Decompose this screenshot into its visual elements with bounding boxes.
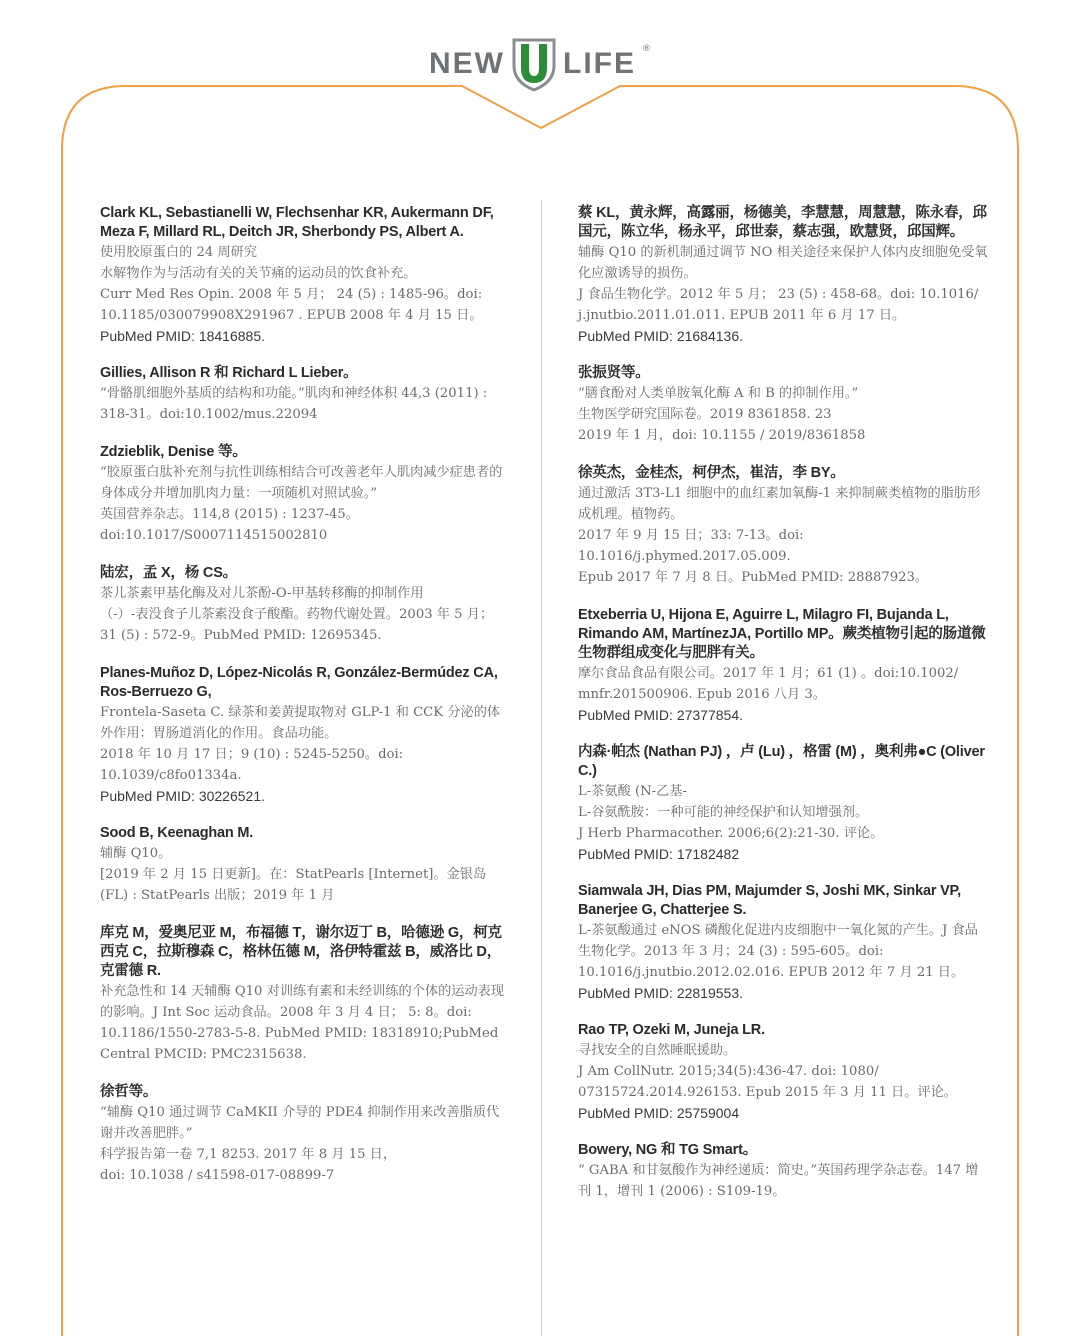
reference-pmid: PubMed PMID: 17182482 bbox=[578, 846, 740, 862]
reference-body: L-茶氨酸通过 eNOS 磷酸化促进内皮细胞中一氧化氮的产生。J 食品生物化学。2013 年 3 月；24 (3) : 595-605。doi: 10.1016/j.jnutbio.2012.02.016. EPUB 2012 年 7 月 21 日。 bbox=[578, 923, 978, 980]
reference-entry bbox=[578, 364, 988, 446]
reference-entry bbox=[578, 1021, 988, 1123]
reference-authors: Sood B, Keenaghan M. bbox=[100, 825, 254, 841]
reference-entry bbox=[578, 743, 988, 864]
column-divider bbox=[541, 200, 542, 1336]
reference-authors: 库克 M，爱奥尼亚 M，布福德 T，谢尔迈丁 B，哈德逊 G，柯克西克 C，拉斯穆森 C，格林伍德 M，洛伊特霍兹 B，威洛比 D，克雷德 R. bbox=[100, 925, 502, 979]
reference-authors: Siamwala JH, Dias PM, Majumder S, Joshi MK, Sinkar VP, Banerjee G, Chatterjee S. bbox=[578, 883, 961, 918]
reference-authors: 徐哲等。 bbox=[100, 1084, 158, 1100]
reference-pmid: PubMed PMID: 25759004 bbox=[578, 1105, 740, 1121]
reference-entry bbox=[578, 882, 988, 1003]
reference-entry bbox=[100, 564, 510, 646]
reference-entry bbox=[100, 924, 510, 1065]
reference-pmid: PubMed PMID: 18416885. bbox=[100, 328, 265, 344]
reference-body: 补充急性和 14 天辅酶 Q10 对训练有素和未经训练的个体的运动表现的影响。J Int Soc 运动食品。2008 年 3 月 4 日； 5: 8。doi: 10.1186/1550-2783-5-8. PubMed PMID: 18318910;PubMed Central PMCID: PMC2315638. bbox=[100, 984, 505, 1062]
reference-entry bbox=[100, 1083, 510, 1186]
reference-entry bbox=[578, 464, 988, 588]
reference-body: 辅酶 Q10 的新机制通过调节 NO 相关途径来保护人体内皮细胞免受氧化应激诱导的损伤。 J 食品生物化学。2012 年 5 月； 23 (5) : 458-68。doi: 10.1016/ j.jnutbio.2011.01.011. EPUB 2011 年 6 月 17 日。 bbox=[578, 245, 988, 323]
reference-entry bbox=[578, 1141, 988, 1202]
reference-pmid: PubMed PMID: 22819553. bbox=[578, 985, 743, 1001]
reference-body: 茶儿茶素甲基化酶及对儿茶酚-O-甲基转移酶的抑制作用 （-）-表没食子儿茶素没食子酸酯。药物代谢处置。2003 年 5 月； 31 (5) : 572-9。PubMed PMID: 12695345. bbox=[100, 586, 494, 643]
reference-authors: Clark KL, Sebastianelli W, Flechsenhar KR, Aukermann DF, Meza F, Millard RL, Deitch JR, Sherbondy PS, Albert A. bbox=[100, 205, 494, 240]
reference-entry bbox=[100, 443, 510, 546]
reference-entry bbox=[100, 824, 510, 906]
left-column bbox=[100, 204, 510, 1204]
reference-entry bbox=[578, 204, 988, 346]
reference-body: L-茶氨酸 (N-乙基- L-谷氨酰胺：一种可能的神经保护和认知增强剂。 J Herb Pharmacother. 2006;6(2):21-30. 评论。 bbox=[578, 784, 884, 841]
reference-pmid: PubMed PMID: 30226521. bbox=[100, 788, 265, 804]
reference-authors: Bowery, NG 和 TG Smart。 bbox=[578, 1142, 758, 1158]
reference-authors: Etxeberria U, Hijona E, Aguirre L, Milagro FI, Bujanda L, Rimando AM, MartínezJA, Portillo MP。蕨类植物引起的肠道微生物群组成变化与肥胖有关。 bbox=[578, 607, 986, 661]
shield-icon bbox=[511, 36, 557, 92]
reference-body: “辅酶 Q10 通过调节 CaMKII 介导的 PDE4 抑制作用来改善脂质代谢并改善肥胖。” 科学报告第一卷 7,1 8253. 2017 年 8 月 15 日， doi: 10.1038 / s41598-017-08899-7 bbox=[100, 1105, 500, 1183]
reference-pmid: PubMed PMID: 27377854. bbox=[578, 707, 743, 723]
reference-authors: Rao TP, Ozeki M, Juneja LR. bbox=[578, 1022, 765, 1038]
reference-authors: Zdzieblik, Denise 等。 bbox=[100, 444, 247, 460]
logo-word-right: LIFE bbox=[563, 47, 636, 80]
reference-body: 辅酶 Q10。 [2019 年 2 月 15 日更新]。在：StatPearls [Internet]。金银岛 (FL) : StatPearls 出版；2019 年 1 月 bbox=[100, 846, 487, 903]
reference-body: “ GABA 和甘氨酸作为神经递质：简史。”英国药理学杂志卷。147 增刊 1，增刊 1 (2006) : S109-19。 bbox=[578, 1163, 979, 1199]
reference-body: 使用胶原蛋白的 24 周研究 水解物作为与活动有关的关节痛的运动员的饮食补充。 Curr Med Res Opin. 2008 年 5 月； 24 (5) : 1485-96。doi: 10.1185/030079908X291967 . EPUB 2008 年 4 月 15 日。 bbox=[100, 245, 483, 323]
reference-entry bbox=[100, 664, 510, 806]
reference-authors: Planes-Muñoz D, López-Nicolás R, González-Bermúdez CA, Ros-Berruezo G, bbox=[100, 665, 498, 700]
reference-authors: 徐英杰，金桂杰，柯伊杰，崔洁，李 BY。 bbox=[578, 465, 845, 481]
reference-pmid: PubMed PMID: 21684136. bbox=[578, 328, 743, 344]
reference-authors: 张振贤等。 bbox=[578, 365, 650, 381]
reference-body: “胶原蛋白肽补充剂与抗性训练相结合可改善老年人肌肉减少症患者的身体成分并增加肌肉力量：一项随机对照试验。” 英国营养杂志。114,8 (2015) : 1237-45。 doi:10.1017/S0007114515002810 bbox=[100, 465, 503, 543]
reference-entry bbox=[100, 364, 510, 425]
reference-body: 通过激活 3T3-L1 细胞中的血红素加氧酶-1 来抑制蕨类植物的脂肪形成机理。植物药。 2017 年 9 月 15 日；33: 7-13。doi: 10.1016/j.phymed.2017.05.009. Epub 2017 年 7 月 8 日。PubMed PMID: 28887923。 bbox=[578, 486, 981, 585]
reference-body: “膳食酚对人类单胺氧化酶 A 和 B 的抑制作用。” 生物医学研究国际卷。2019 8361858. 23 2019 年 1 月，doi: 10.1155 / 2019/8361858 bbox=[578, 386, 866, 443]
reference-body: “骨骼肌细胞外基质的结构和功能。”肌肉和神经体积 44,3 (2011) : 318-31。doi:10.1002/mus.22094 bbox=[100, 386, 488, 422]
reference-entry bbox=[100, 204, 510, 346]
reference-body: 寻找安全的自然睡眠援助。 J Am CollNutr. 2015;34(5):436-47. doi: 1080/ 07315724.2014.926153. Epub 2015 年 3 月 11 日。评论。 bbox=[578, 1043, 957, 1100]
reference-body: 摩尔食品食品有限公司。2017 年 1 月；61 (1) 。doi:10.1002/ mnfr.201500906. Epub 2016 八月 3。 bbox=[578, 666, 959, 702]
reference-authors: Gillies, Allison R 和 Richard L Lieber。 bbox=[100, 365, 358, 381]
reference-authors: 陆宏，孟 X，杨 CS。 bbox=[100, 565, 237, 581]
registered-mark: ® bbox=[642, 44, 651, 54]
brand-logo bbox=[0, 34, 1080, 94]
right-column bbox=[578, 204, 988, 1220]
reference-entry bbox=[578, 606, 988, 725]
logo-word-left: NEW bbox=[429, 47, 505, 80]
reference-body: Frontela-Saseta C. 绿茶和姜黄提取物对 GLP-1 和 CCK 分泌的体外作用：胃肠道消化的作用。食品功能。 2018 年 10 月 17 日；9 (10) : 5245-5250。doi: 10.1039/c8fo01334a. bbox=[100, 705, 501, 783]
reference-authors: 蔡 KL，黄永辉，高露丽，杨德美，李慧慧，周慧慧，陈永春，邱国元，陈立华，杨永平，邱世泰，蔡志强，欧慧贤，邱国辉。 bbox=[578, 205, 987, 240]
reference-authors: 内森·帕杰 (Nathan PJ) ，卢 (Lu) ，格雷 (M) ，奥利弗●C (Oliver C.) bbox=[578, 744, 985, 779]
